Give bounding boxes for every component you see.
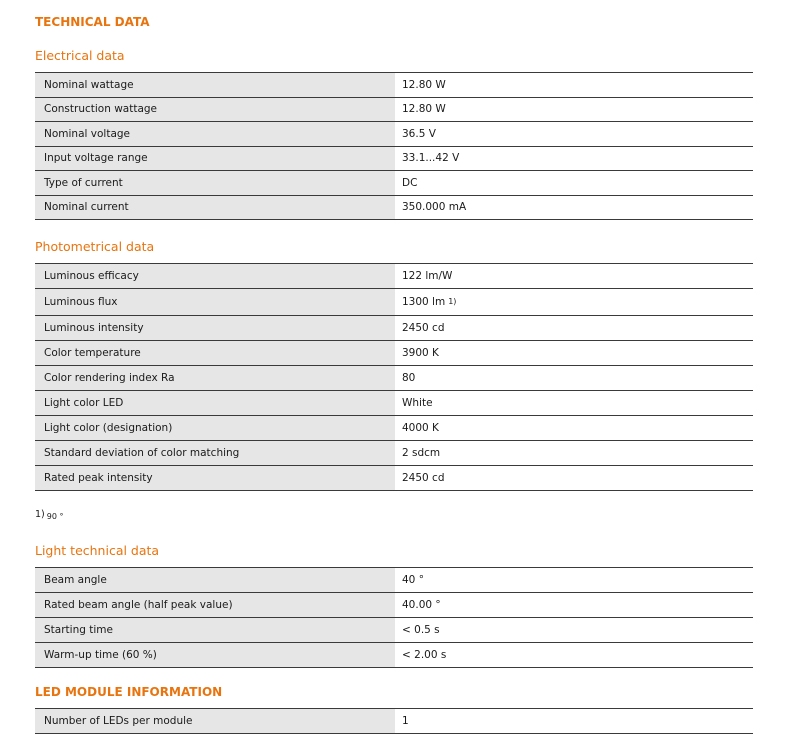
row-value-text: 1300 lm <box>402 296 446 308</box>
table-row <box>35 341 753 366</box>
table-row <box>35 568 753 593</box>
light-technical-section-title: Light technical data <box>35 543 160 558</box>
row-value: 3900 K <box>402 347 439 359</box>
row-label: Starting time <box>35 618 395 642</box>
row-label: Rated peak intensity <box>35 466 395 490</box>
row-value: < 2.00 s <box>402 649 447 661</box>
row-value: 122 lm/W <box>402 270 453 282</box>
table-row <box>35 366 753 391</box>
table-row <box>35 391 753 416</box>
row-label: Nominal wattage <box>35 73 395 97</box>
table-row <box>35 709 753 734</box>
table-row <box>35 196 753 221</box>
table-row <box>35 593 753 618</box>
row-value: 2450 cd <box>402 322 445 334</box>
row-label: Luminous efficacy <box>35 264 395 288</box>
table-row <box>35 643 753 668</box>
row-value: 12.80 W <box>402 103 446 116</box>
row-label: Luminous flux <box>35 289 395 315</box>
photometrical-section-title: Photometrical data <box>35 239 155 254</box>
table-row <box>35 441 753 466</box>
row-value: 12.80 W <box>402 78 446 91</box>
table-row <box>35 618 753 643</box>
table-row <box>35 98 753 123</box>
row-value: 40 ° <box>402 574 424 586</box>
footnote-mark: 1) <box>35 509 45 520</box>
row-value: 33.1...42 V <box>402 152 460 165</box>
page-title: TECHNICAL DATA <box>35 15 150 29</box>
photometrical-table <box>35 263 753 491</box>
row-label: Nominal voltage <box>35 122 395 146</box>
led-module-table <box>35 708 753 734</box>
row-value: 350.000 mA <box>402 201 467 214</box>
row-value: < 0.5 s <box>402 624 440 636</box>
table-row <box>35 466 753 491</box>
row-label: Color rendering index Ra <box>35 366 395 390</box>
row-label: Input voltage range <box>35 147 395 171</box>
row-value: White <box>402 397 433 409</box>
table-row <box>35 171 753 196</box>
row-value: 1300 lm 1) <box>402 296 457 308</box>
row-label: Nominal current <box>35 196 395 220</box>
row-label: Color temperature <box>35 341 395 365</box>
table-row <box>35 147 753 172</box>
table-row <box>35 289 753 316</box>
row-label: Light color (designation) <box>35 416 395 440</box>
row-label: Type of current <box>35 171 395 195</box>
row-value: 4000 K <box>402 422 439 434</box>
footnote-text: 90 ° <box>46 512 64 521</box>
row-value: 80 <box>402 372 416 384</box>
row-label: Beam angle <box>35 568 395 592</box>
table-row <box>35 264 753 289</box>
row-value: 40.00 ° <box>402 599 441 611</box>
row-value: DC <box>402 176 418 189</box>
table-row <box>35 73 753 98</box>
row-label: Light color LED <box>35 391 395 415</box>
row-label: Luminous intensity <box>35 316 395 340</box>
row-value: 2450 cd <box>402 472 445 484</box>
table-row <box>35 122 753 147</box>
footnote <box>35 509 64 520</box>
row-label: Number of LEDs per module <box>35 709 395 733</box>
table-row <box>35 316 753 341</box>
row-label: Standard deviation of color matching <box>35 441 395 465</box>
row-value: 1 <box>402 715 409 727</box>
row-value: 36.5 V <box>402 127 436 140</box>
electrical-table <box>35 72 753 220</box>
table-row <box>35 416 753 441</box>
row-value: 2 sdcm <box>402 447 441 459</box>
led-module-section-title: LED MODULE INFORMATION <box>35 685 223 699</box>
row-label: Warm-up time (60 %) <box>35 643 395 667</box>
row-label: Rated beam angle (half peak value) <box>35 593 395 617</box>
light-technical-table <box>35 567 753 668</box>
electrical-section-title: Electrical data <box>35 48 125 63</box>
row-label: Construction wattage <box>35 98 395 122</box>
